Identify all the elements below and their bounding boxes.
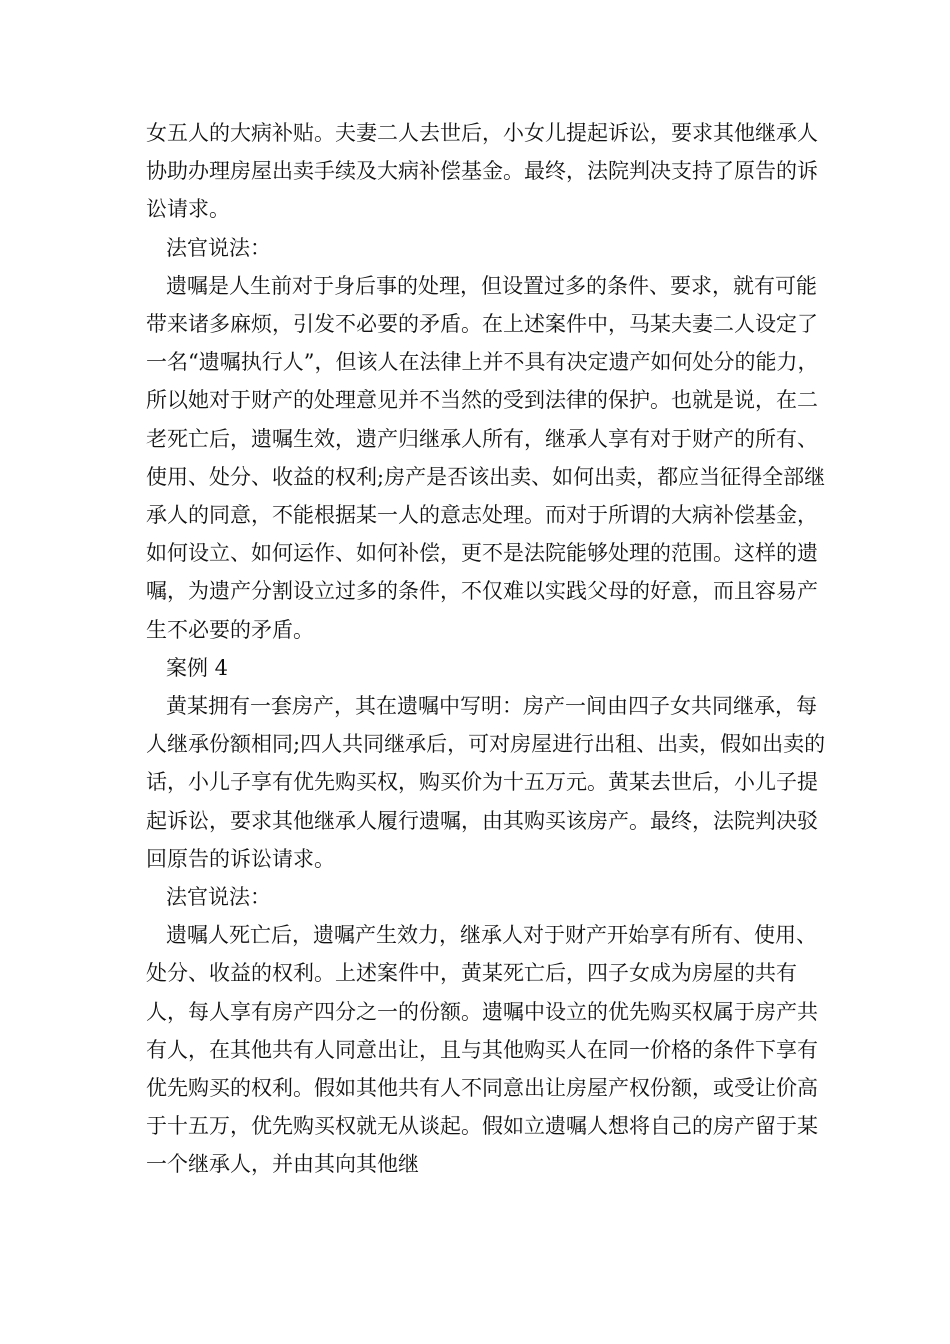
document-body [146, 114, 826, 1184]
paragraph-case-4: 黄某拥有一套房产，其在遗嘱中写明：房产一间由四子女共同继承，每人继承份额相同;四人共同继承后，可对房屋进行出租、出卖，假如出卖的话，小儿子享有优先购买权，购买价为十五万元。黄某去世后，小儿子提起诉讼，要求其他继承人履行遗嘱，由其购买该房产。最终，法院判决驳回原告的诉讼请求。 [146, 694, 826, 871]
heading-judge-comment-2: 法官说法： [166, 885, 271, 910]
paragraph-judge-comment-2: 遗嘱人死亡后，遗嘱产生效力，继承人对于财产开始享有所有、使用、处分、收益的权利。上述案件中，黄某死亡后，四子女成为房屋的共有人，每人享有房产四分之一的份额。遗嘱中设立的优先购买权属于房产共有人，在其他共有人同意出让，且与其他购买人在同一价格的条件下享有优先购买的权利。假如其他共有人不同意出让房屋产权份额，或受让价高于十五万，优先购买权就无从谈起。假如立遗嘱人想将自己的房产留于某一个继承人，并由其向其他继 [146, 923, 818, 1177]
heading-judge-comment: 法官说法： [166, 235, 271, 260]
paragraph-judge-comment-1: 遗嘱是人生前对于身后事的处理，但设置过多的条件、要求，就有可能带来诸多麻烦，引发不必要的矛盾。在上述案件中，马某夫妻二人设定了一名“遗嘱执行人”，但该人在法律上并不具有决定遗产如何处分的能力，所以她对于财产的处理意见并不当然的受到法律的保护。也就是说，在二老死亡后，遗嘱生效，遗产归继承人所有，继承人享有对于财产的所有、使用、处分、收益的权利;房产是否该出卖、如何出卖，都应当征得全部继承人的同意，不能根据某一人的意志处理。而对于所谓的大病补偿基金，如何设立、如何运作、如何补偿，更不是法院能够处理的范围。这样的遗嘱，为遗产分割设立过多的条件，不仅难以实践父母的好意，而且容易产生不必要的矛盾。 [146, 273, 826, 642]
heading-case-4: 案例 4 [166, 655, 229, 680]
paragraph-case-summary: 女五人的大病补贴。夫妻二人去世后，小女儿提起诉讼，要求其他继承人协助办理房屋出卖手续及大病补偿基金。最终，法院判决支持了原告的诉讼请求。 [146, 121, 818, 222]
